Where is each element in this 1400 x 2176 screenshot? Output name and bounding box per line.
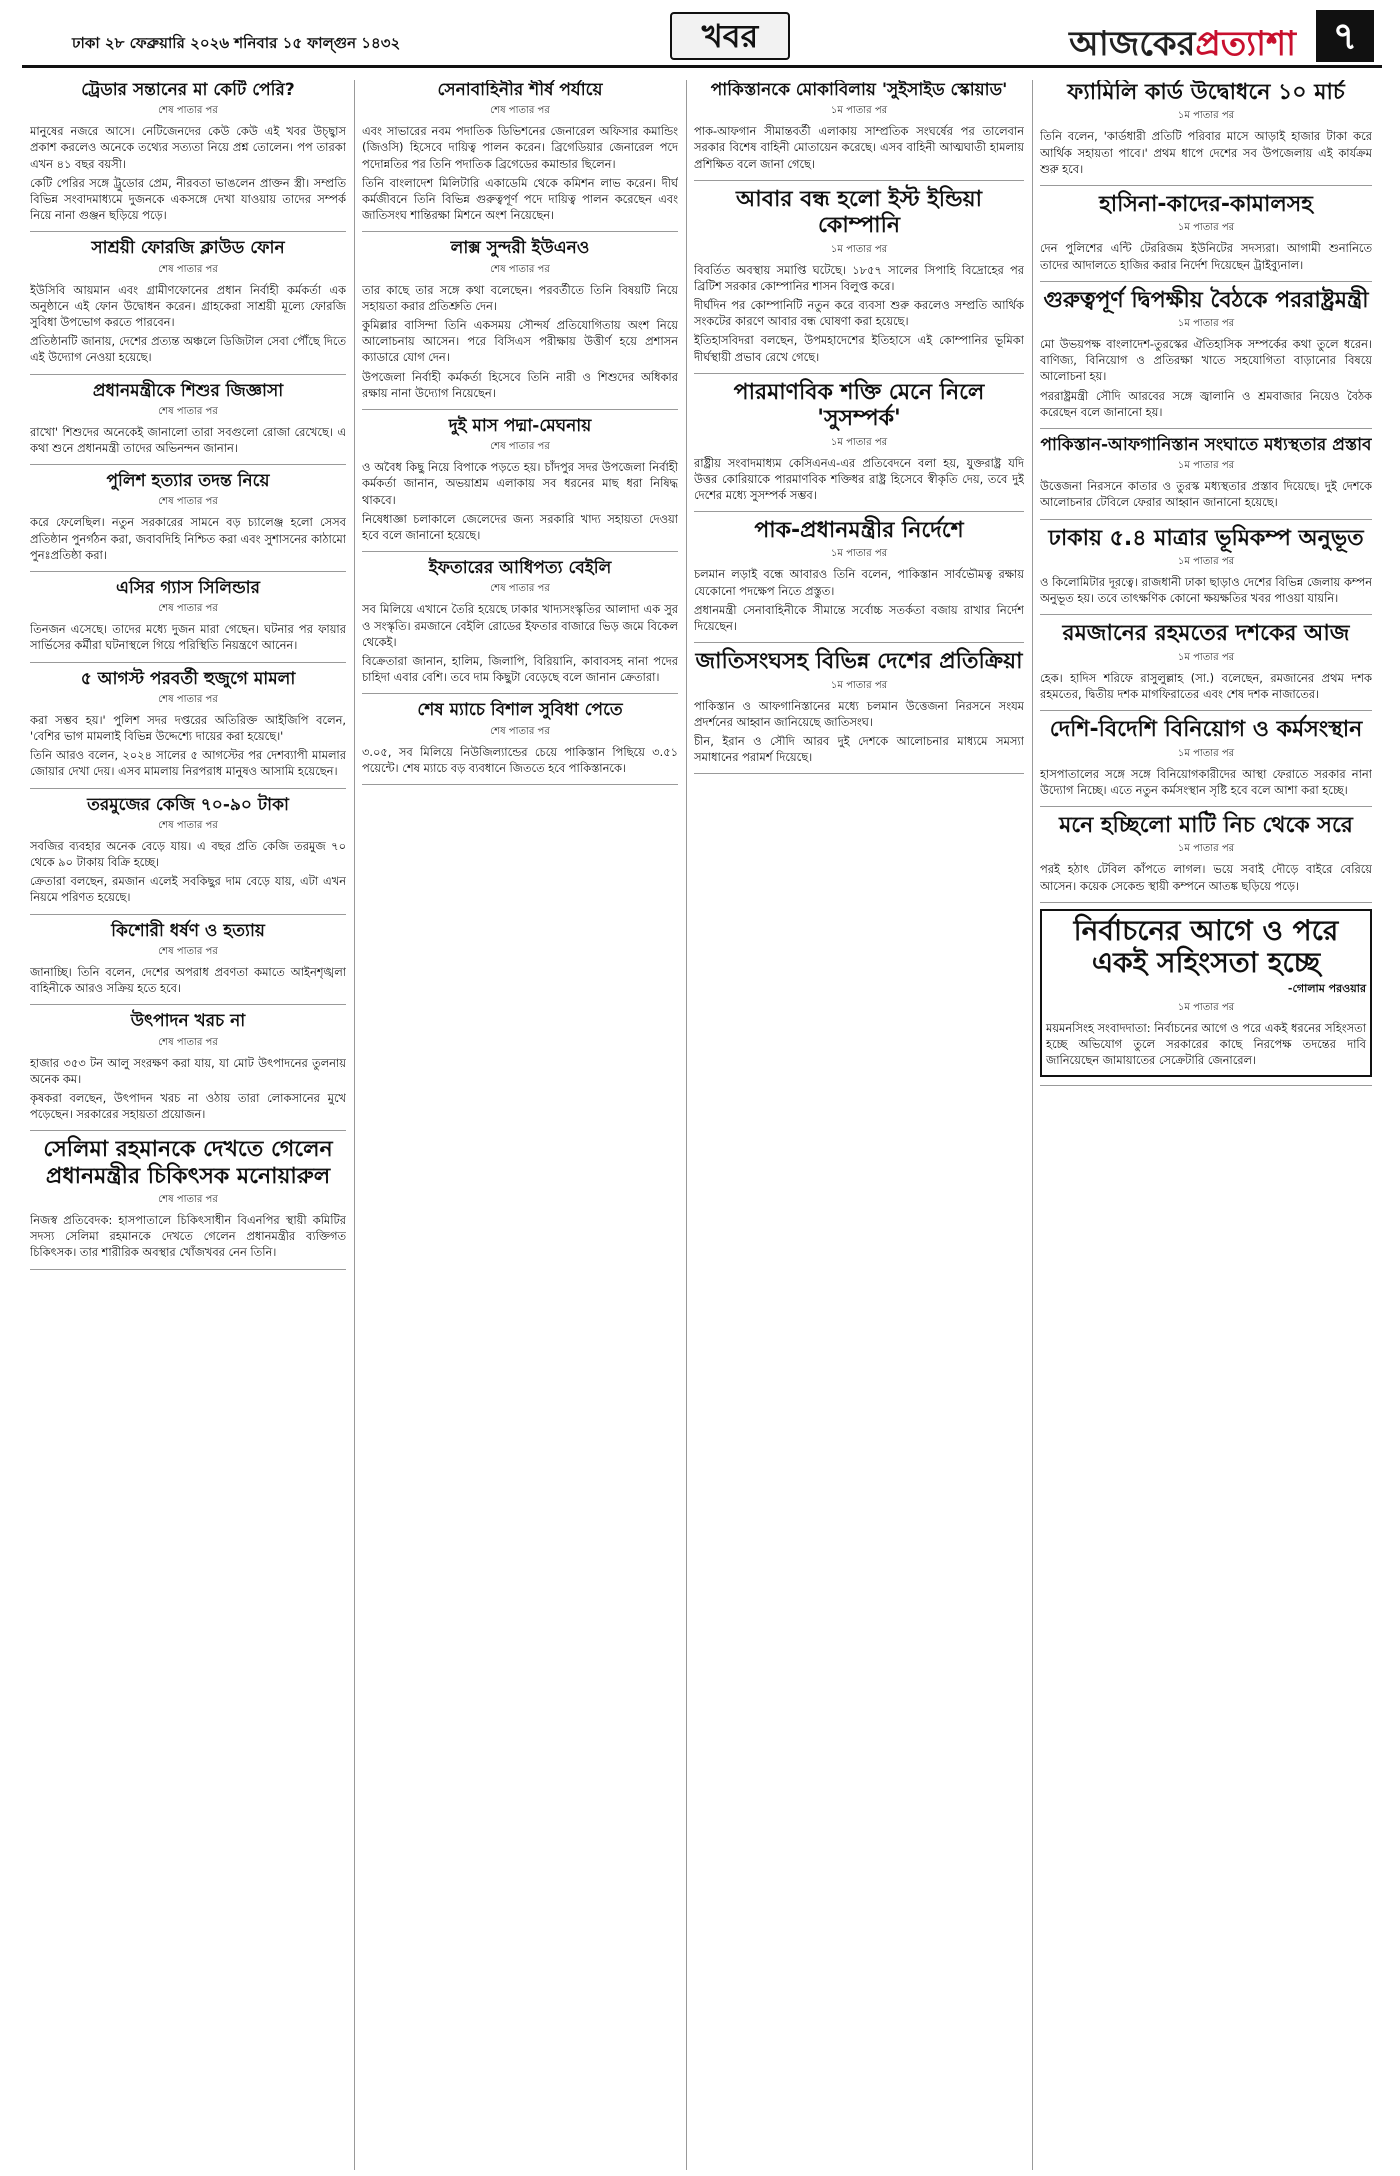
story-divider bbox=[30, 374, 346, 375]
story-paragraph: ইউসিবি আয়মান এবং গ্রামীণফোনের প্রধান নির্বাহী কর্মকর্তা এক অনুষ্ঠানে এই ফোন উদ্বোধন করেন। গ্রাহকেরা সাশ্রয়ী মূল্যে ফোরজি সুবিধা উপভোগ করতে পারবেন। bbox=[30, 282, 346, 329]
story-paragraph: রাখো' শিশুদের অনেকেই জানালো তারা সবগুলো রোজা রেখেছে। এ কথা শুনে প্রধানমন্ত্রী তাদের অভিনন্দন জানান। bbox=[30, 424, 346, 455]
news-story[interactable] bbox=[362, 238, 678, 401]
story-paragraph: তিনজন এসেছে। তাদের মধ্যে দুজন মারা গেছেন। ঘটনার পর ফায়ার সার্ভিসের কর্মীরা ঘটনাস্থলে গিয়ে পরিস্থিতি নিয়ন্ত্রণে আনেন। bbox=[30, 622, 346, 653]
continuation-label: শেষ পাতার পর bbox=[490, 583, 550, 595]
news-story[interactable] bbox=[1040, 288, 1372, 420]
news-story[interactable] bbox=[694, 649, 1024, 765]
story-headline[interactable]: পাকিস্তানকে মোকাবিলায় 'সুইসাইড স্কোয়াড' bbox=[710, 80, 1008, 100]
continuation-label: শেষ পাতার পর bbox=[158, 263, 218, 275]
column-divider bbox=[1032, 80, 1033, 2170]
story-divider bbox=[30, 662, 346, 663]
continuation-label: ১ম পাতার পর bbox=[1177, 318, 1235, 330]
continuation-label: ১ম পাতার পর bbox=[1177, 556, 1235, 568]
news-story[interactable] bbox=[1040, 717, 1372, 798]
story-headline[interactable]: ৫ আগস্ট পরবর্তী হুজুগে মামলা bbox=[80, 668, 296, 689]
story-headline[interactable]: পাক-প্রধানমন্ত্রীর নির্দেশে bbox=[754, 518, 964, 544]
story-paragraph: সব মিলিয়ে এখানে তৈরি হয়েছে ঢাকার খাদ্যসংস্কৃতির আলাদা এক সুর ও সংস্কৃতি। রমজানে বেইলি রোডের ইফতার বাজারে ভিড় জমে বিকেল থেকেই। bbox=[362, 602, 678, 649]
story-paragraph: নিজস্ব প্রতিবেদক: হাসপাতালে চিকিৎসাধীন বিএনপির স্থায়ী কমিটির সদস্য সেলিমা রহমানকে দেখতে গেলেন প্রধানমন্ত্রীর ব্যক্তিগত চিকিৎসক। তার শারীরিক অবস্থার খোঁজখবর নেন তিনি। bbox=[30, 1213, 346, 1260]
story-divider bbox=[362, 231, 678, 232]
story-paragraph: কুমিল্লার বাসিন্দা তিনি একসময় সৌন্দর্য প্রতিযোগিতায় অংশ নিয়ে আলোচনায় আসেন। পরে বিসিএস পরীক্ষায় উত্তীর্ণ হয়ে প্রশাসন ক্যাডারে যোগ দেন। bbox=[362, 318, 678, 365]
story-paragraph: হাজার ৩৫৩ টন আলু সংরক্ষণ করা যায়, যা মোট উৎপাদনের তুলনায় অনেক কম। bbox=[30, 1055, 346, 1086]
news-story[interactable] bbox=[694, 187, 1024, 365]
continuation-label: শেষ পাতার পর bbox=[158, 496, 218, 508]
story-paragraph: করা সম্ভব হয়।' পুলিশ সদর দপ্তরের অতিরিক্ত আইজিপি বলেন, 'বেশির ভাগ মামলাই বিভিন্ন উদ্দেশ্যে দায়ের করা হয়েছে।' bbox=[30, 712, 346, 744]
continuation-label: শেষ পাতার পর bbox=[158, 693, 218, 705]
story-paragraph: প্রতিষ্ঠানটি জানায়, দেশের প্রত্যন্ত অঞ্চলে ডিজিটাল সেবা পৌঁছে দিতে এই উদ্যোগ নেওয়া হয়েছে। bbox=[30, 334, 346, 365]
story-paragraph: বিক্রেতারা জানান, হালিম, জিলাপি, বিরিয়ানি, কাবাবসহ নানা পদের চাহিদা এবার বেশি। তবে দাম কিছুটা বেড়েছে বলে জানান ক্রেতারা। bbox=[362, 653, 678, 685]
news-story[interactable] bbox=[694, 380, 1024, 503]
story-paragraph: রাষ্ট্রীয় সংবাদমাধ্যম কেসিএনএ-এর প্রতিবেদনে বলা হয়, যুক্তরাষ্ট্র যদি উত্তর কোরিয়াকে পারমাণবিক শক্তিধর রাষ্ট্র হিসেবে স্বীকৃতি দেয়, তবে দুই দেশের মধ্যে সুসম্পর্ক সম্ভব। bbox=[694, 455, 1024, 502]
news-story[interactable] bbox=[30, 471, 346, 563]
story-headline[interactable]: উৎপাদন খরচ না bbox=[130, 1011, 246, 1032]
story-paragraph: তিনি বলেন, 'কার্ডধারী প্রতিটি পরিবার মাসে আড়াই হাজার টাকা করে আর্থিক সহায়তা পাবে।' প্রথম ধাপে দেশের সব উপজেলায় এই কার্যক্রম শুরু হবে। bbox=[1040, 129, 1372, 176]
story-headline[interactable]: তরমুজের কেজি ৭০-৯০ টাকা bbox=[87, 794, 289, 815]
story-paragraph: চীন, ইরান ও সৌদি আরব দুই দেশকে আলোচনার মাধ্যমে সমস্যা সমাধানের পরামর্শ দিয়েছে। bbox=[694, 733, 1024, 765]
story-byline: -গোলাম পরওয়ার bbox=[1287, 982, 1366, 996]
story-paragraph: সবজির ব্যবহার অনেক বেড়ে যায়। এ বছর প্রতি কেজি তরমুজ ৭০ থেকে ৯০ টাকায় বিক্রি হচ্ছে। bbox=[30, 838, 346, 870]
story-divider bbox=[30, 1004, 346, 1005]
column-1 bbox=[30, 80, 346, 2170]
story-headline[interactable]: পারমাণবিক শক্তি মেনে নিলে 'সুসম্পর্ক' bbox=[733, 379, 985, 432]
continuation-label: ১ম পাতার পর bbox=[830, 679, 888, 691]
story-divider bbox=[30, 914, 346, 915]
story-headline[interactable]: ট্রেডার সন্তানের মা কেটি পেরি? bbox=[81, 80, 295, 100]
news-story[interactable] bbox=[30, 80, 346, 223]
story-headline[interactable]: পুলিশ হত্যার তদন্ত নিয়ে bbox=[106, 471, 270, 492]
story-paragraph: চলমান লড়াই বন্ধে আবারও তিনি বলেন, পাকিস্তান সার্বভৌমত্ব রক্ষায় যেকোনো পদক্ষেপ নিতে প্রস্তুত। bbox=[694, 567, 1024, 598]
story-headline[interactable]: পাকিস্তান-আফগানিস্তান সংঘাতে মধ্যস্থতার প্রস্তাব bbox=[1040, 435, 1372, 456]
news-story[interactable] bbox=[30, 1137, 346, 1260]
continuation-label: শেষ পাতার পর bbox=[158, 405, 218, 417]
story-divider bbox=[694, 642, 1024, 643]
story-paragraph: তিনি বাংলাদেশ মিলিটারি একাডেমি থেকে কমিশন লাভ করেন। দীর্ঘ কর্মজীবনে তিনি বিভিন্ন গুরুত্বপূর্ণ পদে দায়িত্ব পালন করেছেন এবং জাতিসংঘ শান্তিরক্ষা মিশনে অংশ নিয়েছেন। bbox=[362, 175, 678, 223]
story-headline[interactable]: দেশি-বিদেশি বিনিয়োগ ও কর্মসংস্থান bbox=[1049, 717, 1363, 743]
story-paragraph: পররাষ্ট্রমন্ত্রী সৌদি আরবের সঙ্গে জ্বালানি ও শ্রমবাজার নিয়েও বৈঠক করেছেন বলে জানানো হয়। bbox=[1040, 388, 1372, 419]
story-paragraph: ইতিহাসবিদরা বলছেন, উপমহাদেশের ইতিহাসে এই কোম্পানির ভূমিকা দীর্ঘস্থায়ী প্রভাব রেখে গেছে। bbox=[694, 333, 1024, 364]
news-story[interactable] bbox=[362, 700, 678, 776]
story-divider bbox=[694, 373, 1024, 374]
story-divider bbox=[1040, 281, 1372, 282]
story-headline[interactable]: হাসিনা-কাদের-কামালসহ bbox=[1099, 191, 1313, 217]
story-headline[interactable]: রমজানের রহমতের দশকের আজ bbox=[1062, 621, 1350, 647]
story-headline[interactable]: কিশোরী ধর্ষণ ও হত্যায় bbox=[111, 920, 265, 941]
continuation-label: শেষ পাতার পর bbox=[158, 1194, 218, 1206]
story-headline[interactable]: দুই মাস পদ্মা-মেঘনায় bbox=[448, 415, 592, 436]
story-divider bbox=[1040, 902, 1372, 903]
story-paragraph: তিনি আরও বলেন, ২০২৪ সালের ৫ আগস্টের পর দেশব্যাপী মামলার জোয়ার দেখা দেয়। এসব মামলায় নিরপরাধ মানুষও আসামি হয়েছেন। bbox=[30, 748, 346, 779]
continuation-label: ১ম পাতার পর bbox=[830, 105, 888, 117]
story-headline[interactable]: জাতিসংঘসহ বিভিন্ন দেশের প্রতিক্রিয়া bbox=[695, 649, 1023, 675]
story-paragraph: পাকিস্তান ও আফগানিস্তানের মধ্যে চলমান উত্তেজনা নিরসনে সংযম প্রদর্শনের আহ্বান জানিয়েছে জাতিসংঘ। bbox=[694, 698, 1024, 729]
story-paragraph: করে ফেলেছিল। নতুন সরকারের সামনে বড় চ্যালেঞ্জ হলো সেসব প্রতিষ্ঠান পুনর্গঠন করা, জবাবদিহি নিশ্চিত করা এবং সুশাসনের কাঠামো পুনঃপ্রতিষ্ঠা করা। bbox=[30, 515, 346, 562]
story-divider bbox=[694, 773, 1024, 774]
continuation-label: ১ম পাতার পর bbox=[830, 548, 888, 560]
story-divider bbox=[1040, 519, 1372, 520]
story-paragraph: মানুষের নজরে আসে। নেটিজেনদের কেউ কেউ এই খবর উচ্ছ্বাস প্রকাশ করলেও অনেকে তথ্যের সত্যতা নিয়ে প্রশ্ন তোলেন। পপ তারকা এখন ৪১ বছর বয়সী। bbox=[30, 124, 346, 171]
story-paragraph: কেটি পেরির সঙ্গে ট্রুডোর প্রেম, নীরবতা ভাঙলেন প্রাক্তন স্ত্রী। সম্প্রতি বিভিন্ন সংবাদমাধ্যমে দুজনকে একসঙ্গে দেখা যাওয়ায় তাদের সম্পর্ক নিয়ে নানা গুঞ্জন ছড়িয়ে পড়ে। bbox=[30, 175, 346, 223]
issue-date: ঢাকা ২৮ ফেব্রুয়ারি ২০২৬ শনিবার ১৫ ফাল্গুন ১৪৩২ bbox=[72, 34, 401, 52]
story-divider bbox=[1040, 614, 1372, 615]
news-story[interactable] bbox=[30, 921, 346, 997]
continuation-label: শেষ পাতার পর bbox=[490, 441, 550, 453]
story-paragraph: তার কাছে তার সঙ্গে কথা বলেছেন। পরবর্তীতে তিনি বিষয়টি নিয়ে সহায়তা করার প্রতিশ্রুতি দেন। bbox=[362, 282, 678, 313]
story-divider bbox=[1040, 1085, 1372, 1086]
continuation-label: শেষ পাতার পর bbox=[158, 945, 218, 957]
story-paragraph: দীর্ঘদিন পর কোম্পানিটি নতুন করে ব্যবসা শুরু করলেও সম্প্রতি আর্থিক সংকটের কারণে আবার বন্ধ ঘোষণা করা হয়েছে। bbox=[694, 297, 1024, 329]
continuation-label: ১ম পাতার পর bbox=[1177, 747, 1235, 759]
section-label: খবর bbox=[670, 12, 790, 60]
page-number: ৭ bbox=[1316, 10, 1374, 62]
news-story[interactable] bbox=[30, 381, 346, 457]
logo-part-b: প্রত্যাশা bbox=[1195, 24, 1296, 64]
news-story[interactable] bbox=[30, 1011, 346, 1122]
story-divider bbox=[1040, 710, 1372, 711]
story-paragraph: দেন পুলিশের এন্টি টেররিজম ইউনিটের সদস্যরা। আগামী শুনানিতে তাদের আদালতে হাজির করার নির্দেশ দিয়েছেন ট্রাইব্যুনাল। bbox=[1040, 241, 1372, 272]
story-headline[interactable]: শেষ ম্যাচে বিশাল সুবিধা পেতে bbox=[417, 700, 623, 721]
news-story[interactable] bbox=[1040, 192, 1372, 273]
continuation-label: শেষ পাতার পর bbox=[158, 819, 218, 831]
continuation-label: ১ম পাতার পর bbox=[1177, 460, 1235, 472]
story-paragraph: প্রধানমন্ত্রী সেনাবাহিনীকে সীমান্তে সর্বোচ্চ সতর্কতা বজায় রাখার নির্দেশ দিয়েছেন। bbox=[694, 602, 1024, 634]
story-divider bbox=[1040, 185, 1372, 186]
column-2 bbox=[362, 80, 678, 2170]
newspaper-logo[interactable] bbox=[1069, 18, 1296, 75]
story-headline[interactable]: সেনাবাহিনীর শীর্ষ পর্যায়ে bbox=[437, 80, 603, 100]
continuation-label: ১ম পাতার পর bbox=[1177, 222, 1235, 234]
story-paragraph: পরই হঠাৎ টেবিল কাঁপতে লাগল। ভয়ে সবাই দৌড়ে বাইরে বেরিয়ে আসেন। কয়েক সেকেন্ড স্থায়ী কম্পনে আতঙ্ক ছড়িয়ে পড়ে। bbox=[1040, 862, 1372, 893]
story-paragraph: ক্রেতারা বলছেন, রমজান এলেই সবকিছুর দাম বেড়ে যায়, এটা এখন নিয়মে পরিণত হয়েছে। bbox=[30, 874, 346, 905]
story-divider bbox=[362, 693, 678, 694]
continuation-label: শেষ পাতার পর bbox=[490, 725, 550, 737]
story-divider bbox=[1040, 428, 1372, 429]
story-headline[interactable]: মনে হচ্ছিলো মাটি নিচ থেকে সরে bbox=[1059, 812, 1353, 838]
continuation-label: ১ম পাতার পর bbox=[1177, 651, 1235, 663]
news-story[interactable] bbox=[1040, 526, 1372, 607]
story-paragraph: বিবর্তিত অবস্থায় সমাপ্তি ঘটেছে। ১৮৫৭ সালের সিপাহি বিদ্রোহের পর ব্রিটিশ সরকার কোম্পানির শাসন বিলুপ্ত করে। bbox=[694, 262, 1024, 293]
story-divider bbox=[30, 571, 346, 572]
continuation-label: ১ম পাতার পর bbox=[830, 243, 888, 255]
continuation-label: ১ম পাতার পর bbox=[1177, 110, 1235, 122]
news-story[interactable] bbox=[30, 795, 346, 906]
story-divider bbox=[30, 788, 346, 789]
news-story[interactable] bbox=[694, 518, 1024, 634]
story-paragraph: ও কিলোমিটার দূরত্বে। রাজধানী ঢাকা ছাড়াও দেশের বিভিন্ন জেলায় কম্পন অনুভূত হয়। তবে তাৎক্ষণিক কোনো ক্ষয়ক্ষতির খবর পাওয়া যায়নি। bbox=[1040, 575, 1372, 606]
story-paragraph: কৃষকরা বলছেন, উৎপাদন খরচ না ওঠায় তারা লোকসানের মুখে পড়েছেন। সরকারের সহায়তা প্রয়োজন। bbox=[30, 1090, 346, 1122]
column-divider bbox=[354, 80, 355, 2170]
story-headline[interactable]: ঢাকায় ৫.৪ মাত্রার ভূমিকম্প অনুভূত bbox=[1048, 525, 1364, 551]
news-story[interactable] bbox=[30, 669, 346, 780]
news-story[interactable] bbox=[694, 80, 1024, 172]
continuation-label: শেষ পাতার পর bbox=[158, 603, 218, 615]
news-story[interactable] bbox=[1040, 80, 1372, 177]
story-paragraph: ৩.০৫, সব মিলিয়ে নিউজিল্যান্ডের চেয়ে পাকিস্তান পিছিয়ে ৩.৫১ পয়েন্টে। শেষ ম্যাচে বড় ব্যবধানে জিততে হবে পাকিস্তানকে। bbox=[362, 744, 678, 775]
story-divider bbox=[30, 231, 346, 232]
story-headline[interactable]: আবার বন্ধ হলো ইস্ট ইন্ডিয়া কোম্পানি bbox=[736, 186, 982, 239]
story-paragraph: এবং সাভারের নবম পদাতিক ডিভিশনের জেনারেল অফিসার কমান্ডিং (জিওসি) হিসেবে দায়িত্ব পালন করেন। ব্রিগেডিয়ার জেনারেল পদে পদোন্নতির পর তিনি পদাতিক ব্রিগেডের কমান্ডার ছিলেন। bbox=[362, 124, 678, 171]
story-headline[interactable]: লাক্স সুন্দরী ইউএনও bbox=[450, 238, 590, 259]
story-headline[interactable]: প্রধানমন্ত্রীকে শিশুর জিজ্ঞাসা bbox=[92, 380, 284, 401]
news-story[interactable] bbox=[362, 558, 678, 685]
news-story[interactable] bbox=[30, 238, 346, 365]
column-divider bbox=[686, 80, 687, 2170]
story-divider bbox=[1040, 806, 1372, 807]
story-paragraph: উত্তেজনা নিরসনে কাতার ও তুরস্ক মধ্যস্থতার প্রস্তাব দিয়েছে। দুই দেশকে আলোচনার টেবিলে ফেরার আহ্বান জানানো হয়েছে। bbox=[1040, 479, 1372, 510]
story-divider bbox=[362, 784, 678, 785]
column-4 bbox=[1040, 80, 1372, 2170]
story-headline[interactable]: এসির গ্যাস সিলিন্ডার bbox=[116, 578, 260, 598]
story-paragraph: হেক। হাদিস শরিফে রাসুলুল্লাহ (সা.) বলেছেন, রমজানের প্রথম দশক রহমতের, দ্বিতীয় দশক মাগফিরাতের এবং শেষ দশক নাজাতের। bbox=[1040, 670, 1372, 702]
story-headline[interactable]: সাশ্রয়ী ফোরজি ক্লাউড ফোন bbox=[91, 238, 285, 259]
column-3 bbox=[694, 80, 1024, 2170]
news-story[interactable] bbox=[1040, 909, 1372, 1078]
continuation-label: শেষ পাতার পর bbox=[158, 105, 218, 117]
story-paragraph: মো উভয়পক্ষ বাংলাদেশ-তুরস্কের ঐতিহাসিক সম্পর্কের কথা তুলে ধরেন। বাণিজ্য, বিনিয়োগ ও প্রতিরক্ষা খাতে সহযোগিতা বাড়ানোর বিষয়ে আলোচনা হয়। bbox=[1040, 337, 1372, 384]
story-headline[interactable]: ইফতারের আধিপত্য বেইলি bbox=[428, 558, 612, 579]
continuation-label: ১ম পাতার পর bbox=[830, 436, 888, 448]
story-divider bbox=[362, 409, 678, 410]
news-story[interactable] bbox=[1040, 621, 1372, 702]
story-divider bbox=[362, 551, 678, 552]
story-headline[interactable]: সেলিমা রহমানকে দেখতে গেলেন প্রধানমন্ত্রীর চিকিৎসক মনোয়ারুল bbox=[43, 1137, 333, 1189]
story-divider bbox=[694, 180, 1024, 181]
continuation-label: ১ম পাতার পর bbox=[1177, 843, 1235, 855]
news-story[interactable] bbox=[362, 80, 678, 223]
story-divider bbox=[30, 1269, 346, 1270]
continuation-label: শেষ পাতার পর bbox=[158, 1036, 218, 1048]
news-story[interactable] bbox=[362, 416, 678, 543]
story-paragraph: ও অবৈধ কিছু নিয়ে বিপাকে পড়তে হয়। চাঁদপুর সদর উপজেলা নির্বাহী কর্মকর্তা জানান, অভয়াশ্রম এলাকায় সব ধরনের মাছ ধরা নিষিদ্ধ থাকবে। bbox=[362, 460, 678, 507]
story-paragraph: উপজেলা নির্বাহী কর্মকর্তা হিসেবে তিনি নারী ও শিশুদের অধিকার রক্ষায় নানা উদ্যোগ নিয়েছেন। bbox=[362, 369, 678, 400]
story-divider bbox=[30, 1130, 346, 1131]
story-headline[interactable]: ফ্যামিলি কার্ড উদ্বোধনে ১০ মার্চ bbox=[1067, 80, 1345, 105]
story-divider bbox=[694, 511, 1024, 512]
continuation-label: শেষ পাতার পর bbox=[490, 263, 550, 275]
story-headline[interactable]: গুরুত্বপূর্ণ দ্বিপক্ষীয় বৈঠকে পররাষ্ট্রমন্ত্রী bbox=[1043, 287, 1369, 313]
news-story[interactable] bbox=[1040, 813, 1372, 894]
story-paragraph: জানাচ্ছি। তিনি বলেন, দেশের অপরাধ প্রবণতা কমাতে আইনশৃঙ্খলা বাহিনীকে আরও সক্রিয় হতে হবে। bbox=[30, 964, 346, 996]
news-story[interactable] bbox=[1040, 435, 1372, 511]
masthead bbox=[22, 8, 1382, 68]
continuation-label: ১ম পাতার পর bbox=[1177, 1001, 1235, 1013]
story-paragraph: ময়মনসিংহ সংবাদদাতা: নির্বাচনের আগে ও পরে একই ধরনের সহিংসতা হচ্ছে অভিযোগ তুলে সরকারের কাছে নিরপেক্ষ তদন্তের দাবি জানিয়েছেন জামায়াতের সেক্রেটারি জেনারেল। bbox=[1046, 1020, 1366, 1068]
story-paragraph: পাক-আফগান সীমান্তবর্তী এলাকায় সাম্প্রতিক সংঘর্ষের পর তালেবান সরকার বিশেষ বাহিনী মোতায়েন করেছে। এসব বাহিনী আত্মঘাতী হামলায় প্রশিক্ষিত বলে জানা গেছে। bbox=[694, 124, 1024, 171]
logo-part-a: আজকের bbox=[1069, 24, 1196, 64]
continuation-label: শেষ পাতার পর bbox=[490, 105, 550, 117]
story-divider bbox=[30, 464, 346, 465]
news-story[interactable] bbox=[30, 578, 346, 654]
story-paragraph: হাসপাতালের সঙ্গে সঙ্গে বিনিয়োগকারীদের আস্থা ফেরাতে সরকার নানা উদ্যোগ নিচ্ছে। এতে নতুন কর্মসংস্থান সৃষ্টি হবে বলে আশা করা হচ্ছে। bbox=[1040, 766, 1372, 797]
story-paragraph: নিষেধাজ্ঞা চলাকালে জেলেদের জন্য সরকারি খাদ্য সহায়তা দেওয়া হবে বলে জানানো হয়েছে। bbox=[362, 511, 678, 542]
story-headline[interactable]: নির্বাচনের আগে ও পরে একই সহিংসতা হচ্ছে bbox=[1073, 913, 1339, 979]
